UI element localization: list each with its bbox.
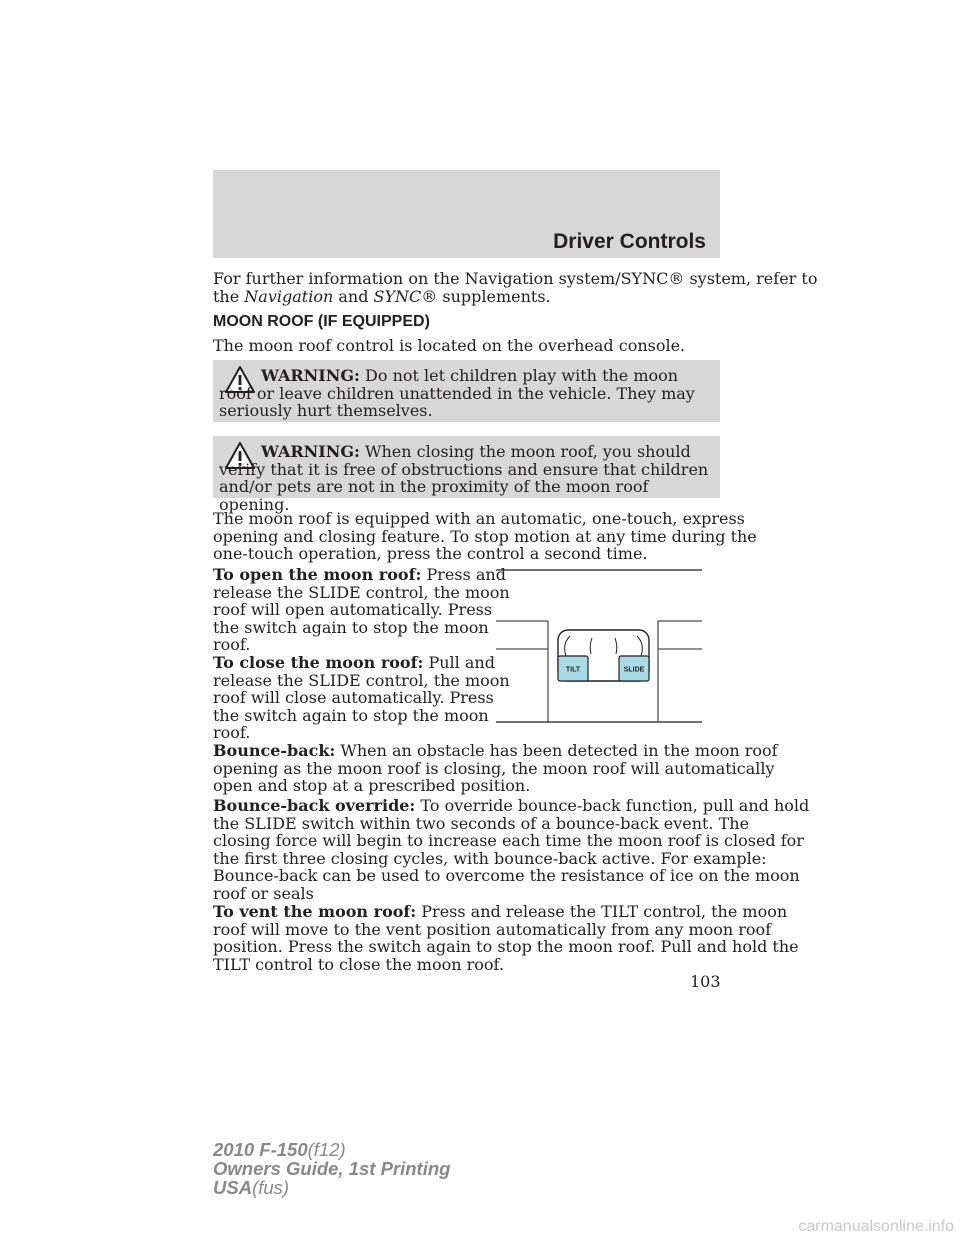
chapter-header: [213, 170, 720, 258]
footer: 2010 F-150(f12) Owners Guide, 1st Printing USA(fus): [213, 1139, 451, 1198]
bounce-back-paragraph: Bounce-back: When an obstacle has been detected in the moon roof opening as the moon roof is closing, the moon roof will automatically open and stop at a prescribed position.: [213, 741, 778, 795]
chapter-title: Driver Controls: [553, 230, 706, 253]
override-label: Bounce-back override:: [213, 796, 416, 815]
section-heading: MOON ROOF (IF EQUIPPED): [213, 313, 430, 330]
bounce-back-label: Bounce-back:: [213, 741, 336, 760]
navigation-ref: Navigation: [244, 286, 334, 306]
slide-label: SLIDE: [623, 666, 645, 674]
vent-paragraph: To vent the moon roof: Press and release the TILT control, the moon roof will move to the vent position automatically from any moon roof position. Press the switch again to stop the moon roof. Pull and hold the TILT control to close the moon roof.: [213, 902, 799, 974]
intro-line-2: the Navigation and SYNC® supplements.: [213, 286, 551, 306]
sync-ref: SYNC®: [373, 286, 438, 306]
moon-roof-control-diagram: [496, 560, 706, 725]
warning-box: [213, 436, 720, 514]
close-label: To close the moon roof:: [213, 653, 424, 672]
watermark: carmanualsonline.info: [798, 1218, 954, 1235]
close-paragraph: To close the moon roof: Pull and release the SLIDE control, the moon roof will close automatically. Press the switch again to stop the moon roof.: [213, 653, 510, 742]
open-paragraph: To open the moon roof: Press and release the SLIDE control, the moon roof will open automatically. Press the switch again to stop the moon roof.: [213, 565, 510, 654]
open-label: To open the moon roof:: [213, 565, 422, 584]
tilt-label: TILT: [565, 666, 581, 674]
vent-label: To vent the moon roof:: [213, 902, 417, 921]
intro-line-1: For further information on the Navigation system/SYNC® system, refer to: [213, 269, 818, 288]
page-number: 103: [690, 972, 721, 991]
section-intro: The moon roof control is located on the overhead console.: [213, 336, 686, 355]
bounce-back-override-paragraph: Bounce-back override: To override bounce-back function, pull and hold the SLIDE switch within two seconds of a bounce-back event. The closing force will begin to increase each time the moon roof is closed for the first three closing cycles, with bounce-back active. For example: Bounce-back can be used to overcome the resistance of ice on the moon roof or seals: [213, 796, 810, 903]
warning-text: WARNING: When closing the moon roof, you should verify that it is free of obstructions and ensure that children and/or pets are not in the proximity of the moon roof opening.: [219, 442, 709, 514]
warning-label: WARNING:: [261, 442, 360, 461]
warning-text: WARNING: Do not let children play with the moon roof or leave children unattended in the vehicle. They may seriously hurt themselves.: [219, 366, 695, 420]
express-paragraph: The moon roof is equipped with an automatic, one-touch, express opening and closing feature. To stop motion at any time during the one-touch operation, press the control a second time.: [213, 509, 757, 563]
warning-box: [213, 360, 720, 422]
intro-paragraph: [213, 270, 817, 305]
warning-label: WARNING:: [261, 366, 360, 385]
